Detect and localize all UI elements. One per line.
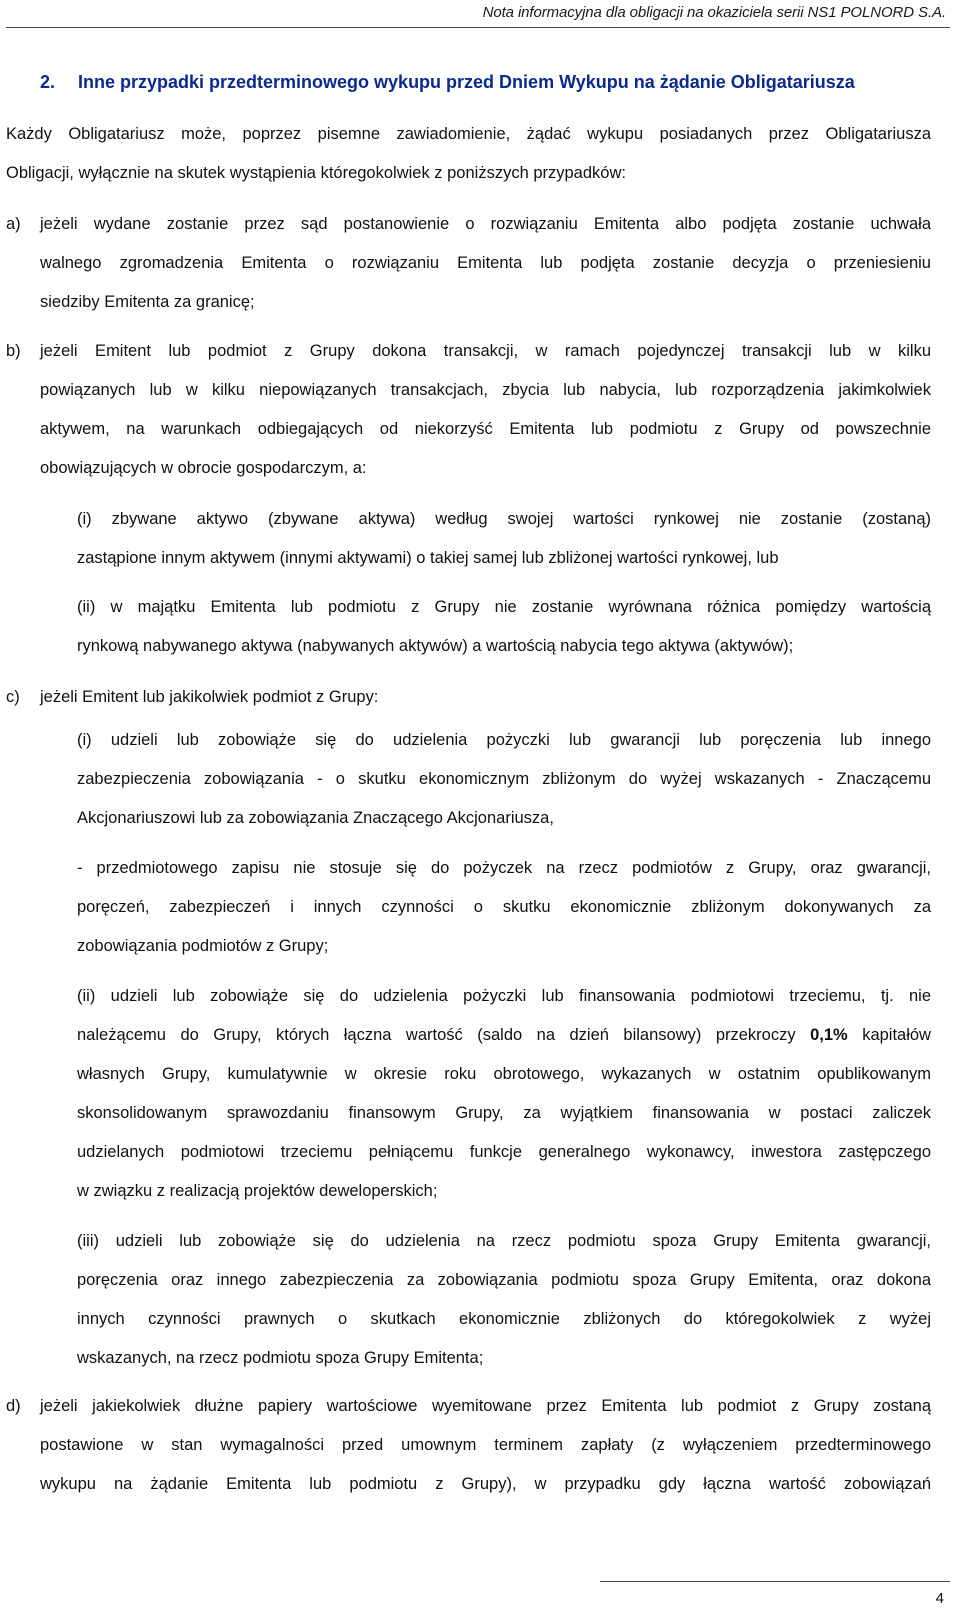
text-line: powiązanych lub w kilku niepowiązanych transakcjach, zbycia lub nabycia, lub rozporządzenia jakimkolwiek [40,381,931,399]
text-line: wskazanych, na rzecz podmiotu spoza Grupy Emitenta; [77,1349,484,1367]
header-title: Nota informacyjna dla obligacji na okaziciela serii NS1 POLNORD S.A. [482,4,946,21]
text-line: (i) zbywane aktywo (zbywane aktywa) według swojej wartości rynkowej nie zostanie (zostaną) [77,510,931,528]
text-line: obowiązujących w obrocie gospodarczym, a: [40,459,367,477]
item-d [40,1387,931,1504]
section-title: Inne przypadki przedterminowego wykupu przed Dniem Wykupu na żądanie Obligatariusza [78,72,855,92]
text-line: poręczeń, zabezpieczeń i innych czynności o skutku ekonomicznie zbliżonym dokonywanych za [77,898,931,916]
text-line: rynkową nabywanego aktywa (nabywanych aktywów) a wartością nabycia tego aktywa (aktywów); [77,637,794,655]
text-line: - przedmiotowego zapisu nie stosuje się do pożyczek na rzecz podmiotów z Grupy, oraz gwarancji, [77,859,931,877]
text-line: własnych Grupy, kumulatywnie w okresie roku obrotowego, wykazanych w ostatnim opublikowanym [77,1065,931,1083]
text-line: siedziby Emitenta za granicę; [40,293,255,311]
percent-value: 0,1% [810,1026,848,1044]
text-line: zabezpieczenia zobowiązania - o skutku ekonomicznym zbliżonym do wyżej wskazanych - Znaczącemu [77,770,931,788]
text-fragment: należącemu do Grupy, których łączna wartość (saldo na dzień bilansowy) przekroczy [77,1026,796,1044]
text-line: skonsolidowanym sprawozdaniu finansowym Grupy, za wyjątkiem finansowania w postaci zaliczek [77,1104,931,1122]
section-heading [40,72,855,93]
text-line: jeżeli Emitent lub podmiot z Grupy dokona transakcji, w ramach pojedynczej transakcji lub w kilku [40,342,931,360]
text-line: innych czynności prawnych o skutkach ekonomicznie zbliżonych do któregokolwiek z wyżej [77,1310,931,1328]
item-label-c: c) [6,688,20,706]
item-c-sub-i [77,721,931,838]
item-label-b: b) [6,342,21,360]
text-line: aktywem, na warunkach odbiegających od niekorzyść Emitenta lub podmiotu z Grupy od powszechnie [40,420,931,438]
item-b-sub-ii [77,588,931,666]
text-line: (i) udzieli lub zobowiąże się do udzielenia pożyczki lub gwarancji lub poręczenia lub innego [77,731,931,749]
text-line: zastąpione innym aktywem (innymi aktywami) o takiej samej lub zbliżonej wartości rynkowej, lub [77,549,779,567]
text-line: Akcjonariuszowi lub za zobowiązania Znaczącego Akcjonariusza, [77,809,554,827]
item-a [40,205,931,322]
text-line [77,1016,931,1055]
item-label-d: d) [6,1397,21,1415]
text-line: w związku z realizacją projektów deweloperskich; [77,1182,438,1200]
text-line: udzielanych podmiotowi trzeciemu pełniącemu funkcje generalnego wykonawcy, inwestora zastępczego [77,1143,931,1161]
section-number: 2. [40,72,56,92]
footer-rule [600,1581,950,1582]
item-c-sub-dash [77,849,931,966]
page-number: 4 [935,1590,944,1607]
item-b-sub-i [77,500,931,578]
item-c-sub-ii [77,977,931,1211]
item-b [40,332,931,488]
text-line: jeżeli jakiekolwiek dłużne papiery wartościowe wyemitowane przez Emitenta lub podmiot z Grupy zostaną [40,1397,931,1415]
header-rule [6,27,950,28]
text-line: postawione w stan wymagalności przed umownym terminem zapłaty (z wyłączeniem przedterminowego [40,1436,931,1454]
text-line: zobowiązania podmiotów z Grupy; [77,937,329,955]
text-line: (ii) udzieli lub zobowiąże się do udzielenia pożyczki lub finansowania podmiotowi trzeciemu, tj. nie [77,987,931,1005]
text-line: walnego zgromadzenia Emitenta o rozwiązaniu Emitenta lub podjęta zostanie decyzja o przeniesieniu [40,254,931,272]
text-line: (iii) udzieli lub zobowiąże się do udzielenia na rzecz podmiotu spoza Grupy Emitenta gwarancji, [77,1232,931,1250]
item-c-lead: jeżeli Emitent lub jakikolwiek podmiot z Grupy: [40,688,379,706]
text-line: wykupu na żądanie Emitenta lub podmiotu z Grupy), w przypadku gdy łączna wartość zobowiązań [40,1475,931,1493]
intro-paragraph [6,115,931,193]
text-fragment: kapitałów [862,1026,931,1044]
item-c-sub-iii [77,1222,931,1378]
text-line: Każdy Obligatariusz może, poprzez pisemne zawiadomienie, żądać wykupu posiadanych przez Obligatariusza [6,125,931,143]
text-line: poręczenia oraz innego zabezpieczenia za zobowiązania podmiotu spoza Grupy Emitenta, oraz dokona [77,1271,931,1289]
text-line: Obligacji, wyłącznie na skutek wystąpienia któregokolwiek z poniższych przypadków: [6,164,626,182]
text-line: jeżeli wydane zostanie przez sąd postanowienie o rozwiązaniu Emitenta albo podjęta zostanie uchwała [40,215,931,233]
page-header [0,0,960,28]
text-line: (ii) w majątku Emitenta lub podmiotu z Grupy nie zostanie wyrównana różnica pomiędzy wartością [77,598,931,616]
item-label-a: a) [6,215,21,233]
